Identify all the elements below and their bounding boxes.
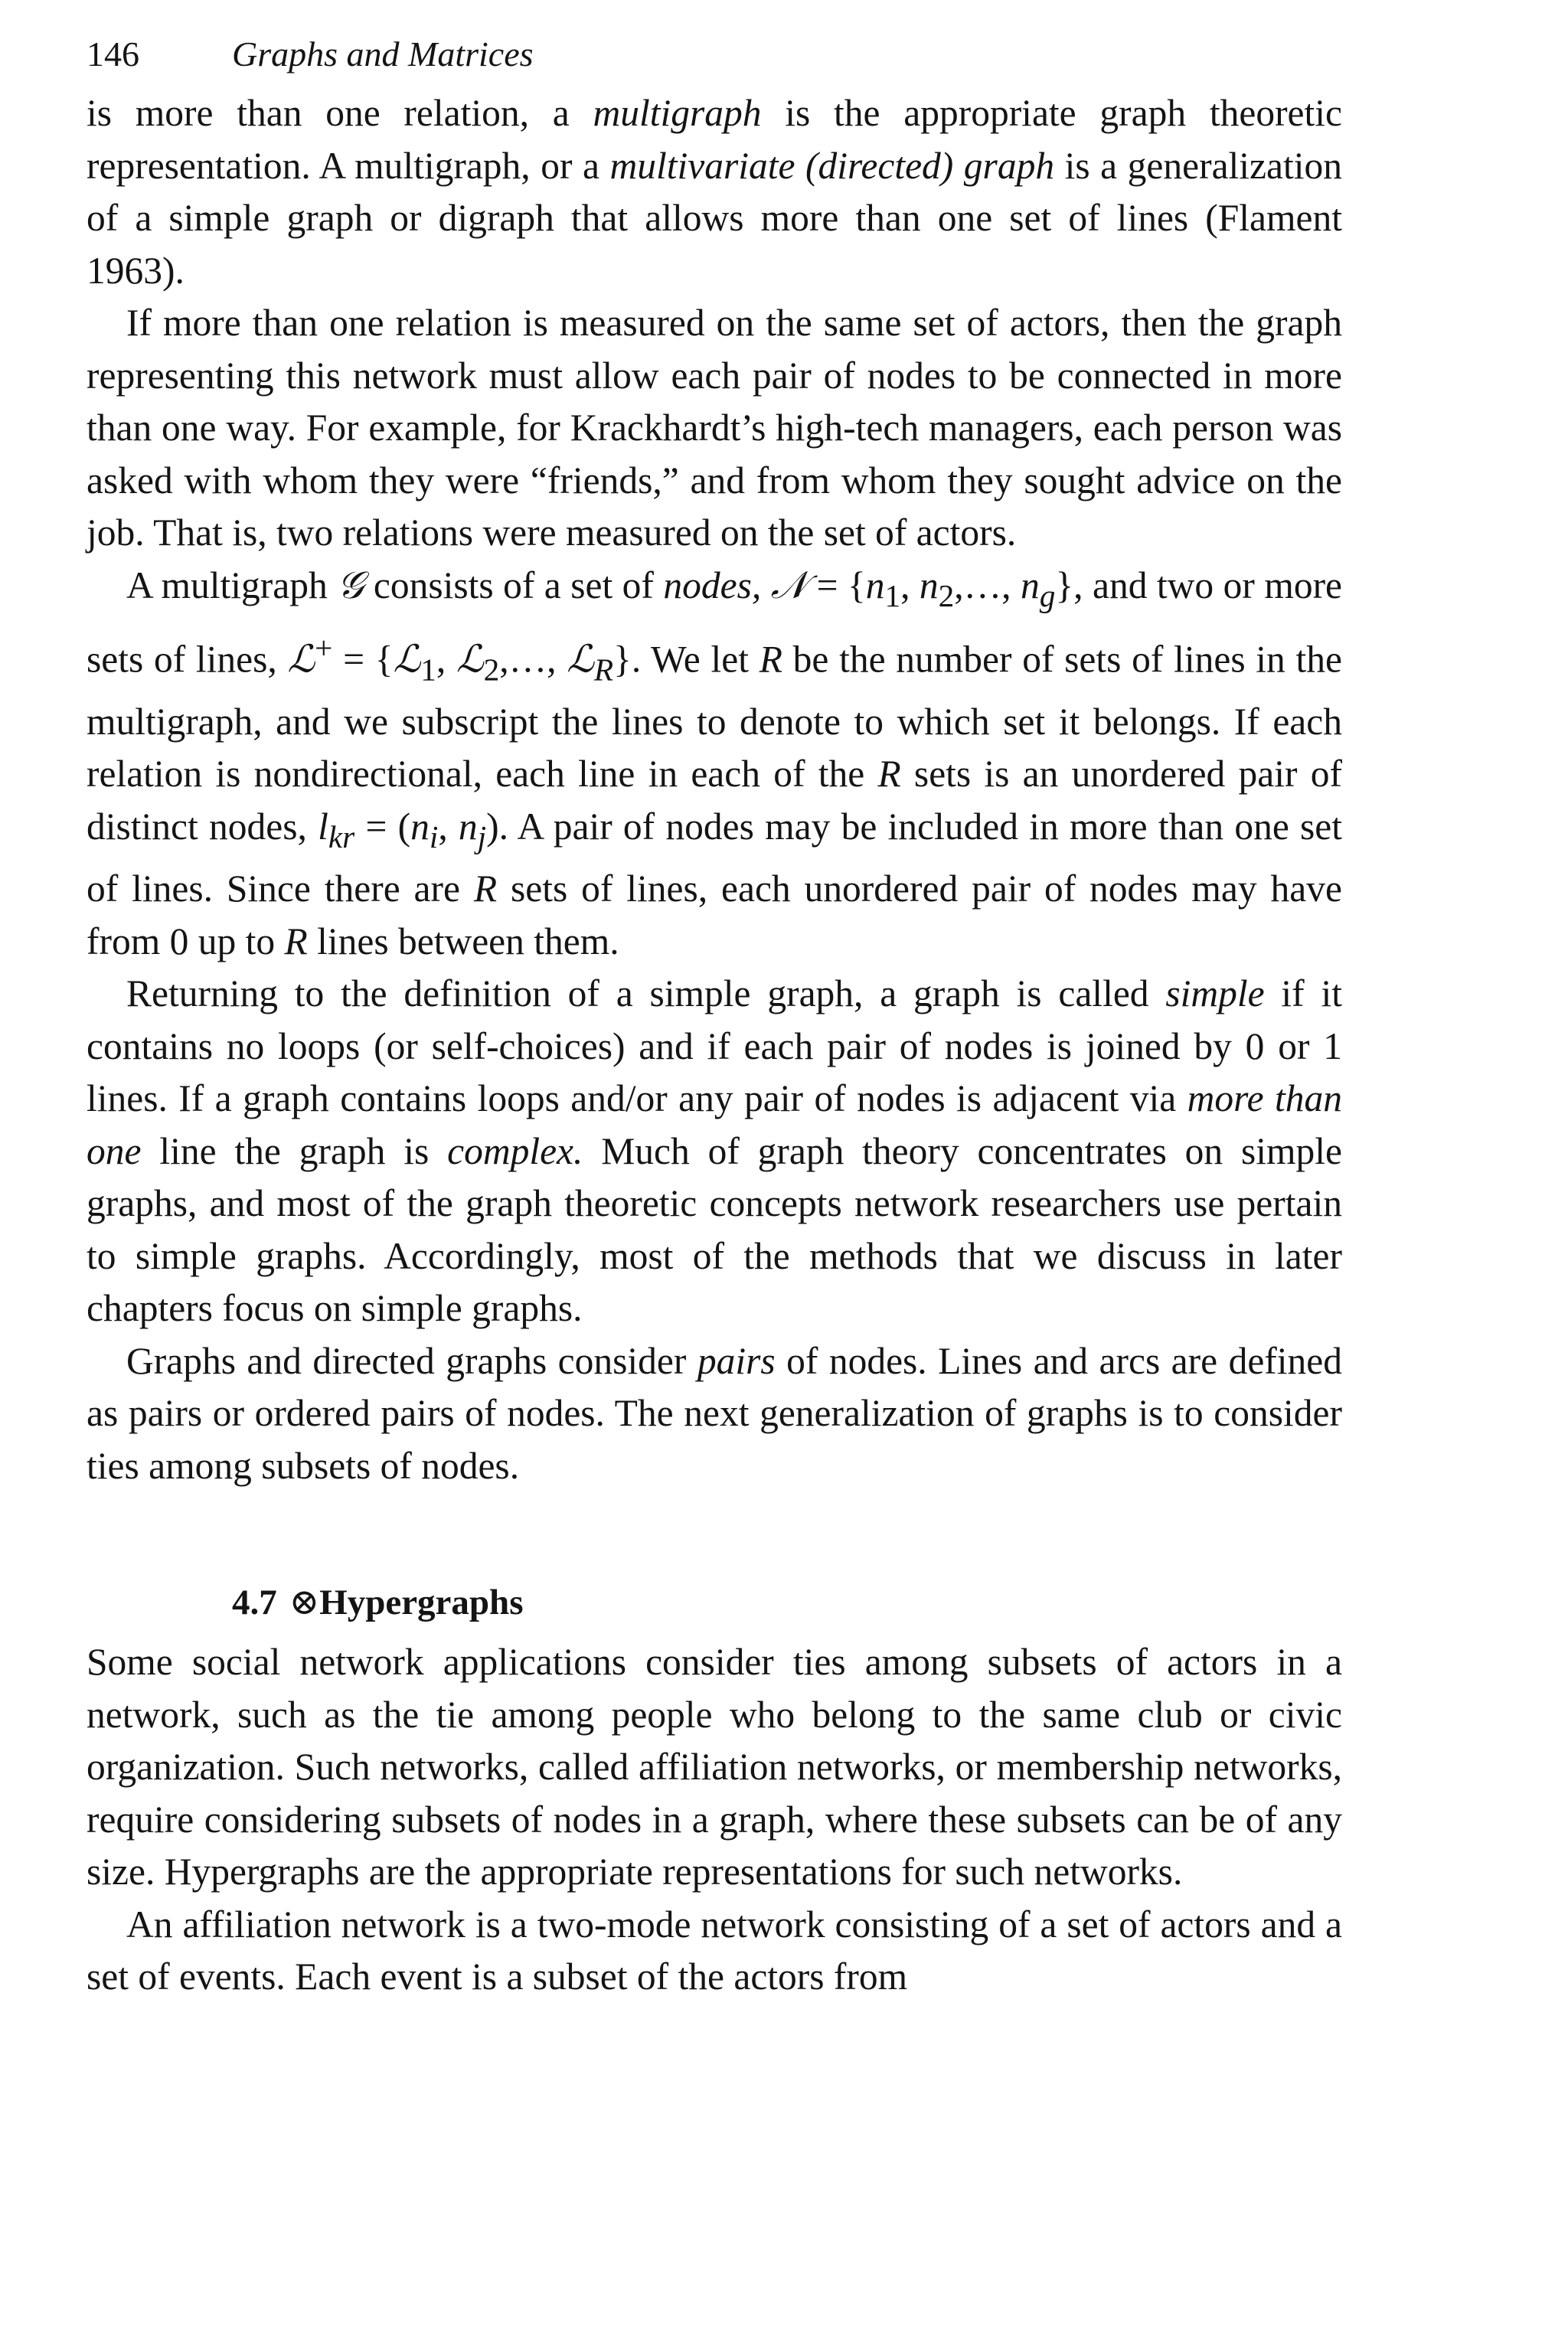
section-number: 4.7	[232, 1583, 277, 1623]
paragraph-multiple-relations: If more than one relation is measured on the same set of actors, then the graph representing this network must allow each pair of nodes to be connected in more than one way. For example, for Krackhardt’s high-tech managers, each person was asked with whom they were “friends,” and from whom they sought advice on the job. That is, two relations were measured on the set of actors.	[87, 302, 1342, 554]
paragraph-simple-graph: Returning to the definition of a simple graph, a graph is called simple if it contains no loops (or self-choices) and if each pair of nodes is joined by 0 or 1 lines. If a graph contains loops and/or any pair of nodes is adjacent via more than one line the graph is complex. Much of graph theory concentrates on simple graphs, and most of the graph theoretic concepts network researchers use pertain to simple graphs. Accordingly, most of the methods that we discuss in later chapters focus on simple graphs.	[87, 972, 1343, 1330]
paragraph-multigraph-definition: A multigraph 𝒢 consists of a set of nodes, 𝒩 = {$n_1$, $n_2,\dots$, $n_g$}, and two or more sets of lines, ℒ+ = {ℒ$_1$, ℒ$_2$,…, ℒ$_R$}. We let R be the number of sets of lines in the multigraph, and we subscript the lines to denote to which set it belongs. If each relation is nondirectional, each line in each of the R sets is an unordered pair of distinct nodes, $l_{kr} = (n_i$, $n_j$). A pair of nodes may be included in more than one set of lines. Since there are R sets of lines, each unordered pair of nodes may have from 0 up to R lines between them.	[87, 564, 1343, 962]
symbol-script-n: 𝒩	[770, 564, 808, 606]
symbol-script-l: ℒ	[287, 638, 315, 681]
section-spacer	[87, 1492, 1342, 1575]
section-heading	[87, 1575, 1342, 1630]
running-title: Graphs and Matrices	[232, 34, 534, 74]
term-multigraph: multigraph	[593, 92, 762, 134]
term-complex: complex.	[447, 1129, 583, 1172]
paragraph-hypergraph-intro: Some social network applications consider ties among subsets of actors in a network, such as the tie among people who belong to the same club or civic organization. Such networks, called affiliation networks, or membership networks, require considering subsets of nodes in a graph, where these subsets can be of any size. Hypergraphs are the appropriate representations for such networks.	[87, 1641, 1342, 1893]
book-page	[87, 28, 1342, 2004]
paragraph-multigraph-intro: is more than one relation, a multigraph is the appropriate graph theoretic representation. A multigraph, or a multivariate (directed) graph is a generalization of a simple graph or digraph that allows more than one set of lines (Flament 1963).	[87, 92, 1342, 292]
page-number: 146	[87, 34, 139, 74]
term-multivariate-graph: multivariate (directed) graph	[609, 144, 1055, 187]
section-title: Hypergraphs	[319, 1583, 524, 1623]
otimes-icon: ⊗	[289, 1583, 320, 1623]
paragraph-pairs-of-nodes: Graphs and directed graphs consider pairs of nodes. Lines and arcs are defined as pairs or ordered pairs of nodes. The next generalization of graphs is to consider ties among subsets of nodes.	[87, 1339, 1343, 1487]
running-head	[87, 28, 1342, 87]
term-simple: simple	[1165, 972, 1265, 1015]
symbol-script-g: 𝒢	[337, 564, 364, 606]
paragraph-affiliation-network: An affiliation network is a two-mode network consisting of a set of actors and a set of events. Each event is a subset of the actors from	[87, 1903, 1342, 1998]
term-nodes: nodes,	[663, 564, 771, 606]
term-more-than-one: more than one	[87, 1077, 1342, 1172]
term-pairs: pairs	[697, 1339, 776, 1382]
